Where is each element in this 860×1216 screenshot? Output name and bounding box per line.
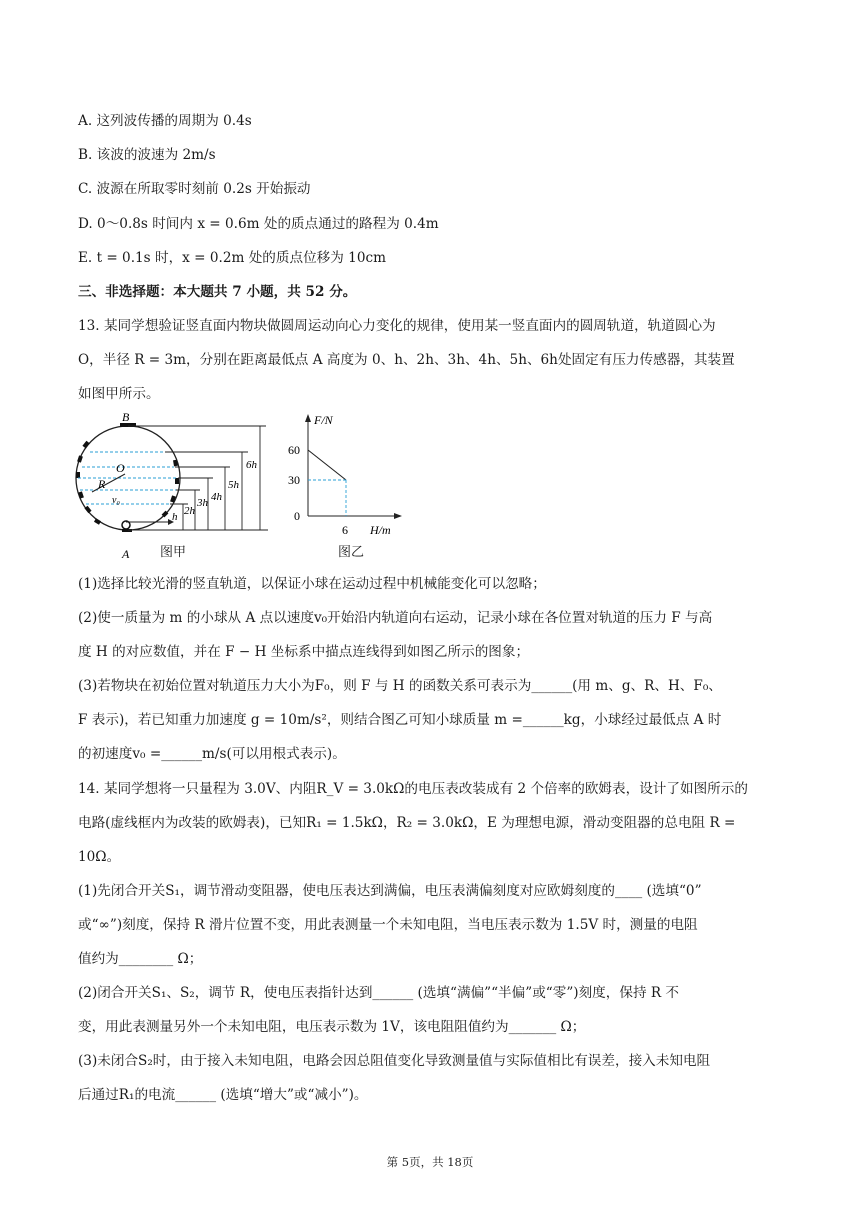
page-footer: 第 5页，共 18页: [386, 1155, 474, 1169]
label-h: h: [172, 511, 178, 523]
label-2h: 2h: [184, 505, 195, 517]
q14-line-1: 14. 某同学想将一只量程为 3.0V、内阻R_V = 3.0kΩ的电压表改装成有 2 个倍率的欧姆表，设计了如图所示的: [78, 781, 748, 797]
q14-line-6: 值约为________ Ω；: [78, 951, 203, 967]
option-a: A. 这列波传播的周期为 0.4s: [78, 113, 252, 129]
q14-line-9: (3)未闭合S₂时，由于接入未知电阻，电路会因总阻值变化导致测量值与实际值相比有误差，接入未知电阻: [78, 1053, 711, 1069]
q13-part-2-line-1: (2)使一质量为 m 的小球从 A 点以速度v₀开始沿内轨道向右运动，记录小球在各位置对轨道的压力 F 与高: [78, 610, 713, 626]
q14-line-8: 变，用此表测量另外一个未知电阻，电压表示数为 1V，该电阻阻值约为_______ Ω；: [78, 1019, 586, 1035]
ytick-0: 0: [294, 509, 300, 523]
figure-f-h-graph: [284, 412, 414, 544]
label-5h: 5h: [228, 479, 239, 491]
label-b: B: [122, 412, 130, 424]
option-e: E. t = 0.1s 时，x = 0.2m 处的质点位移为 10cm: [78, 250, 386, 266]
q13-part-1: (1)选择比较光滑的竖直轨道，以保证小球在运动过程中机械能变化可以忽略；: [78, 576, 546, 592]
label-4h: 4h: [211, 491, 222, 503]
q14-line-4: (1)先闭合开关S₁，调节滑动变阻器，使电压表达到满偏，电压表满偏刻度对应欧姆刻度的____ (选填“0”: [78, 883, 702, 899]
label-v0: v₀: [112, 495, 120, 506]
q13-part-2-line-2: 度 H 的对应数值，并在 F − H 坐标系中描点连线得到如图乙所示的图象；: [78, 644, 530, 660]
graph-line: [308, 450, 346, 480]
label-a: A: [122, 547, 130, 560]
q14-line-5: 或“∞”)刻度，保持 R 滑片位置不变，用此表测量一个未知电阻，当电压表示数为 1.5V 时，测量的电阻: [78, 917, 698, 933]
axis-label-x: H/m: [370, 523, 391, 537]
label-3h: 3h: [197, 497, 208, 509]
q13-stem-line-2: O，半径 R = 3m，分别在距离最低点 A 高度为 0、h、2h、3h、4h、5h、6h处固定有压力传感器，其装置: [78, 352, 735, 368]
q13-stem-line-1: 13. 某同学想验证竖直面内物块做圆周运动向心力变化的规律，使用某一竖直面内的圆周轨道，轨道圆心为: [78, 318, 716, 334]
label-r: R: [98, 477, 106, 491]
figure-circular-track: [70, 412, 280, 560]
figure-2-caption: 图乙: [338, 545, 365, 560]
option-b: B. 该波的波速为 2m/s: [78, 147, 216, 163]
q14-line-7: (2)闭合开关S₁、S₂，调节 R，使电压表指针达到______ (选填“满偏”“半偏”或“零”)刻度，保持 R 不: [78, 985, 680, 1001]
q14-line-3: 10Ω。: [78, 849, 121, 865]
ytick-30: 30: [288, 473, 300, 487]
figure-1-caption: 图甲: [160, 545, 187, 560]
q14-line-10: 后通过R₁的电流______ (选填“增大”或“减小”)。: [78, 1087, 368, 1103]
xtick-6: 6: [342, 523, 348, 537]
option-c: C. 波源在所取零时刻前 0.2s 开始振动: [78, 181, 311, 197]
q13-part-3-line-1: (3)若物块在初始位置对轨道压力大小为F₀，则 F 与 H 的函数关系可表示为______(用 m、g、R、H、F₀、: [78, 678, 722, 694]
q13-part-3-line-2: F 表示)，若已知重力加速度 g = 10m/s²，则结合图乙可知小球质量 m =______kg，小球经过最低点 A 时: [78, 712, 722, 728]
label-6h: 6h: [246, 459, 257, 471]
q13-stem-line-3: 如图甲所示。: [78, 386, 160, 402]
section-heading: 三、非选择题：本大题共 7 小题，共 52 分。: [78, 284, 357, 300]
axis-label-y: F/N: [314, 413, 333, 427]
label-o: O: [116, 461, 125, 475]
option-d: D. 0～0.8s 时间内 x = 0.6m 处的质点通过的路程为 0.4m: [78, 216, 439, 232]
ytick-60: 60: [288, 443, 300, 457]
q13-part-3-line-3: 的初速度v₀ =______m/s(可以用根式表示)。: [78, 746, 346, 762]
q14-line-2: 电路(虚线框内为改装的欧姆表)，已知R₁ = 1.5kΩ，R₂ = 3.0kΩ，E 为理想电源，滑动变阻器的总电阻 R =: [78, 815, 736, 831]
